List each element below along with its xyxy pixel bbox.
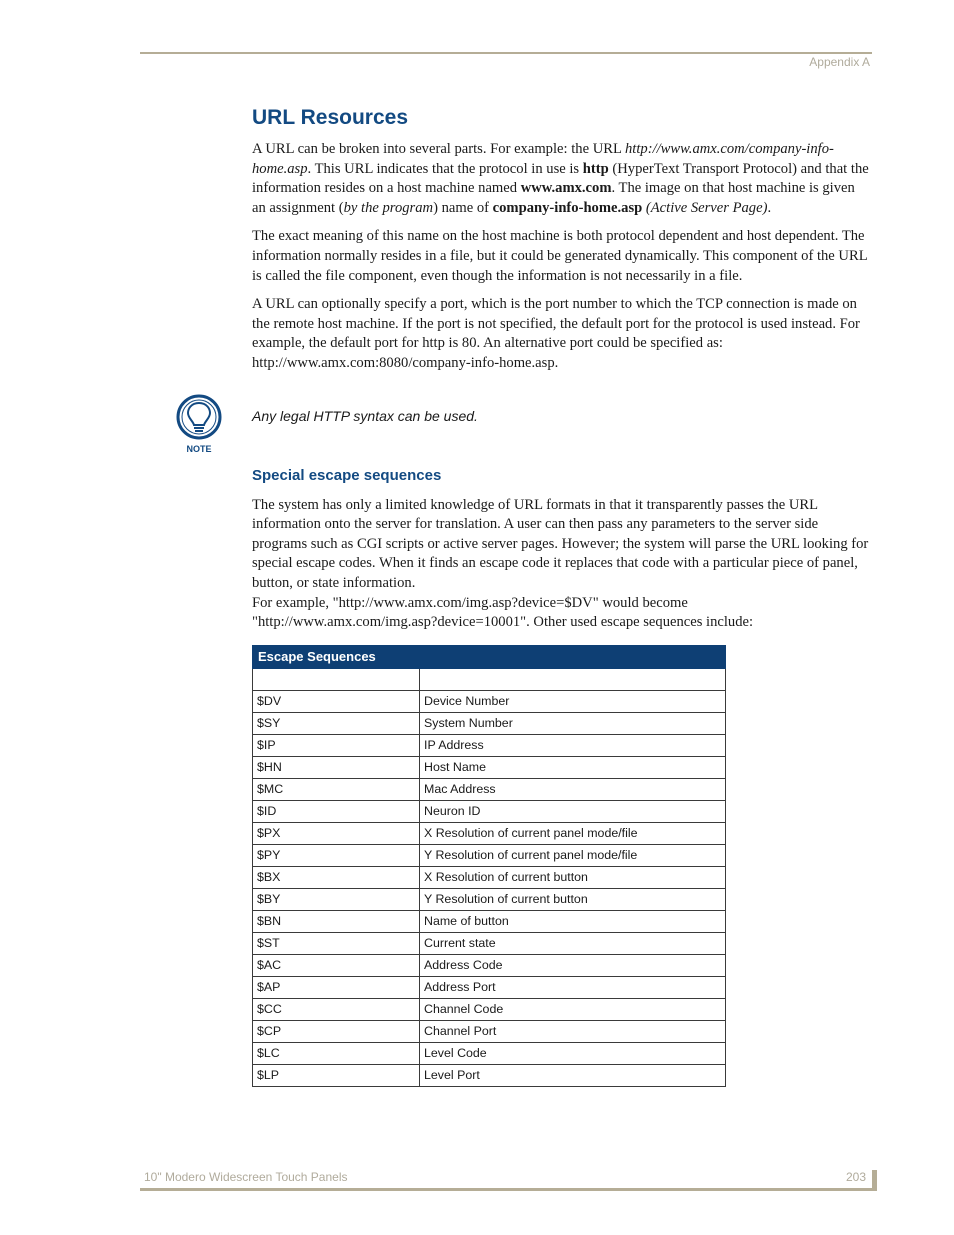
escape-code-cell: $AP xyxy=(253,976,420,998)
note-label: NOTE xyxy=(186,443,212,454)
host-term: www.amx.com xyxy=(520,180,612,197)
escape-code-cell: $PY xyxy=(253,844,420,866)
table-row xyxy=(253,800,726,822)
escape-description-cell: X Resolution of current button xyxy=(420,866,726,888)
section-subtitle: Special escape sequences xyxy=(252,466,442,484)
escape-description-cell: Host Name xyxy=(420,756,726,778)
note-text: Any legal HTTP syntax can be used. xyxy=(252,407,478,424)
table-row xyxy=(253,910,726,932)
asp-term: (Active Server Page) xyxy=(645,199,768,216)
header-rule xyxy=(140,52,872,54)
escape-code-cell: $SY xyxy=(253,712,420,734)
footer-accent-bar xyxy=(872,1170,877,1191)
escape-code-cell: $AC xyxy=(253,954,420,976)
table-row xyxy=(253,932,726,954)
example-url: http://www.amx.com/company-info-home.asp xyxy=(252,141,834,177)
escape-code-cell: $ST xyxy=(253,932,420,954)
table-row xyxy=(253,954,726,976)
table-row xyxy=(253,734,726,756)
escape-description-cell: Y Resolution of current button xyxy=(420,888,726,910)
header-section: Appendix A xyxy=(809,55,870,69)
table-row xyxy=(253,888,726,910)
page-number: 203 xyxy=(846,1170,867,1184)
table-row xyxy=(253,844,726,866)
escape-code-cell: $CC xyxy=(253,998,420,1020)
table-row xyxy=(253,1020,726,1042)
paragraph-escape-example: For example, "http://www.amx.com/img.asp?device=$DV" would become "http://www.amx.com/img.asp?device=10001". Other used escape sequences include: xyxy=(252,594,754,631)
escape-description-cell: Name of button xyxy=(420,910,726,932)
escape-description-cell: Y Resolution of current panel mode/file xyxy=(420,844,726,866)
escape-description-cell: Address Port xyxy=(420,976,726,998)
escape-description-cell: Mac Address xyxy=(420,778,726,800)
table-row xyxy=(253,712,726,734)
table-row xyxy=(253,1042,726,1064)
escape-code-cell: $CP xyxy=(253,1020,420,1042)
escape-code-cell: $HN xyxy=(253,756,420,778)
table-row xyxy=(253,1064,726,1086)
escape-code-cell: $LC xyxy=(253,1042,420,1064)
escape-description-cell: Device Number xyxy=(420,690,726,712)
escape-code-cell: $LP xyxy=(253,1064,420,1086)
escape-description-cell: Address Code xyxy=(420,954,726,976)
escape-description-cell: IP Address xyxy=(420,734,726,756)
footer-rule xyxy=(140,1188,876,1191)
table-row xyxy=(253,976,726,998)
escape-code-cell: $MC xyxy=(253,778,420,800)
escape-code-cell: $BX xyxy=(253,866,420,888)
paragraph-escape-intro: The system has only a limited knowledge of URL formats in that it transparently passes the URL information onto the server for translation. A user can then pass any parameters to the server side programs such as CGI scripts or active server pages. However; the system will parse the URL looking for special escape codes. When it finds an escape code it replaces that code with a particular piece of panel, button, or state information. xyxy=(252,496,869,591)
table-title: Escape Sequences xyxy=(253,645,726,668)
escape-description-cell: System Number xyxy=(420,712,726,734)
escape-code-cell: $IP xyxy=(253,734,420,756)
escape-code-cell: $PX xyxy=(253,822,420,844)
paragraph-file-component: The exact meaning of this name on the host machine is both protocol dependent and host dependent. The information normally resides in a file, but it could be generated dynamically. This component of the URL is called the file component, even though the information is not necessarily in a file. xyxy=(252,228,868,284)
note-box xyxy=(186,392,870,456)
page-title: URL Resources xyxy=(252,106,409,129)
table-row xyxy=(253,998,726,1020)
protocol-term: http xyxy=(582,160,609,177)
footer-product: 10" Modero Widescreen Touch Panels xyxy=(144,1170,348,1184)
paragraph-url-parts: A URL can be broken into several parts. For example: the URL http://www.amx.com/company-info-home.asp. This URL indicates that the protocol in use is http (HyperText Transport Protocol) and that the information resides on a host machine named www.amx.com. The image on that host machine is given an assignment (by the program) name of company-info-home.asp (Active Server Page). xyxy=(252,141,869,216)
escape-description-cell: Channel Code xyxy=(420,998,726,1020)
escape-description-cell: Channel Port xyxy=(420,1020,726,1042)
escape-code-cell: $BY xyxy=(253,888,420,910)
escape-description-cell: Neuron ID xyxy=(420,800,726,822)
table-body xyxy=(253,668,726,1086)
table-row xyxy=(253,822,726,844)
table-row xyxy=(253,756,726,778)
page-content xyxy=(186,104,870,1087)
paragraph-port: A URL can optionally specify a port, which is the port number to which the TCP connection is made on the remote host machine. If the port is not specified, the default port for the protocol is used instead. For example, the default port for http is 80. An alternative port could be specified as: http://www.amx.com:8080/company-info-home.asp. xyxy=(252,296,860,371)
table-blank-row xyxy=(253,668,726,690)
escape-description-cell: Level Code xyxy=(420,1042,726,1064)
table-row xyxy=(253,866,726,888)
escape-description-cell: Level Port xyxy=(420,1064,726,1086)
file-term: company-info-home.asp xyxy=(492,199,643,216)
escape-description-cell: Current state xyxy=(420,932,726,954)
table-header-row xyxy=(253,645,726,668)
escape-code-cell: $BN xyxy=(253,910,420,932)
escape-code-cell: $DV xyxy=(253,690,420,712)
escape-sequences-table xyxy=(252,645,726,1087)
lightbulb-note-icon xyxy=(176,394,222,456)
table-row xyxy=(253,690,726,712)
table-row xyxy=(253,778,726,800)
escape-description-cell: X Resolution of current panel mode/file xyxy=(420,822,726,844)
by-program-term: by the program xyxy=(343,199,434,216)
escape-code-cell: $ID xyxy=(253,800,420,822)
